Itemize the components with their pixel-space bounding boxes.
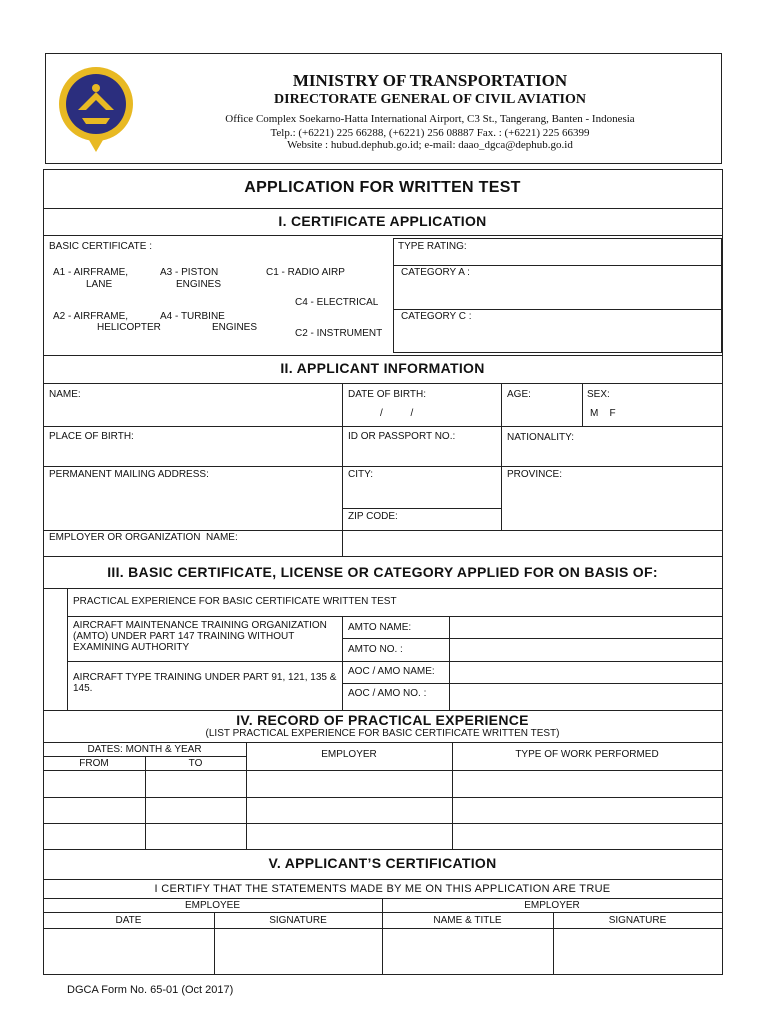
cert-a1: A1 - AIRFRAME,: [53, 267, 129, 278]
cert-c1: C1 - RADIO AIRP: [266, 267, 345, 278]
aoc-name-label: AOC / AMO NAME:: [348, 666, 435, 677]
cert-a3: A3 - PISTON: [160, 267, 219, 278]
province-label: PROVINCE:: [507, 469, 563, 480]
ministry-logo: [56, 58, 138, 154]
aoc-no-label: AOC / AMO NO. :: [348, 688, 427, 699]
employee-header: EMPLOYEE: [184, 900, 241, 911]
ministry-name: MINISTRY OF TRANSPORTATION: [292, 71, 568, 90]
section-3-title: III. BASIC CERTIFICATE, LICENSE OR CATEGORY APPLIED FOR ON BASIS OF:: [107, 564, 658, 580]
dates-header: DATES: MONTH & YEAR: [87, 744, 202, 755]
cert-a2: A2 - AIRFRAME,: [53, 311, 129, 322]
cert-a1-line2: LANE: [86, 279, 113, 290]
section-1-title: I. CERTIFICATE APPLICATION: [278, 213, 487, 229]
id-passport-label: ID OR PASSPORT NO.:: [348, 431, 456, 442]
name-label: NAME:: [49, 389, 81, 400]
certification-statement: I CERTIFY THAT THE STATEMENTS MADE BY ME ON THIS APPLICATION ARE TRUE: [154, 883, 611, 895]
date-header: DATE: [115, 915, 142, 926]
section-5-title: V. APPLICANT’S CERTIFICATION: [268, 855, 497, 871]
office-address: Office Complex Soekarno-Hatta International Airport, C3 St., Tangerang, Banten - Indonesia: [225, 113, 635, 125]
to-header: TO: [188, 758, 203, 769]
place-of-birth-label: PLACE OF BIRTH:: [49, 431, 134, 442]
contact-phone: Telp.: (+6221) 225 66288, (+6221) 256 08887 Fax. : (+6221) 225 66399: [270, 127, 590, 139]
zip-label: ZIP CODE:: [348, 511, 398, 522]
employer-signature-header: SIGNATURE: [608, 915, 667, 926]
sex-label: SEX:: [587, 389, 610, 400]
category-c-label: CATEGORY C :: [401, 311, 472, 322]
type-rating-box: [393, 238, 722, 353]
age-label: AGE:: [507, 389, 531, 400]
form-number: DGCA Form No. 65-01 (Oct 2017): [67, 984, 234, 996]
cert-a4: A4 - TURBINE: [160, 311, 225, 322]
amto-name-label: AMTO NAME:: [348, 622, 412, 633]
name-title-header: NAME & TITLE: [433, 915, 502, 926]
from-header: FROM: [79, 758, 109, 769]
employee-signature-header: SIGNATURE: [269, 915, 327, 926]
cert-c4: C4 - ELECTRICAL: [295, 297, 379, 308]
directorate-name: DIRECTORATE GENERAL OF CIVIL AVIATION: [274, 92, 586, 107]
practical-experience-option: PRACTICAL EXPERIENCE FOR BASIC CERTIFICATE WRITTEN TEST: [73, 596, 397, 607]
type-of-work-header: TYPE OF WORK PERFORMED: [515, 749, 659, 760]
cert-c2: C2 - INSTRUMENT: [295, 328, 383, 339]
city-label: CITY:: [348, 469, 374, 480]
cert-a3-line2: ENGINES: [176, 279, 222, 290]
form-title: APPLICATION FOR WRITTEN TEST: [244, 179, 521, 196]
contact-website: Website : hubud.dephub.go.id; e-mail: daao_dgca@dephub.go.id: [287, 139, 573, 151]
nationality-label: NATIONALITY:: [507, 432, 575, 443]
category-a-label: CATEGORY A :: [401, 267, 470, 278]
sex-options: M F: [590, 408, 616, 419]
employer-cert-header: EMPLOYER: [524, 900, 580, 911]
section-4-title: IV. RECORD OF PRACTICAL EXPERIENCE: [236, 712, 529, 728]
employer-org-label: EMPLOYER OR ORGANIZATION NAME:: [49, 532, 238, 543]
cert-a4-line2: ENGINES: [212, 322, 258, 333]
dob-separators: / /: [380, 408, 414, 419]
basic-certificate-label: BASIC CERTIFICATE :: [49, 241, 152, 252]
employer-header: EMPLOYER: [321, 749, 377, 760]
aircraft-type-option: AIRCRAFT TYPE TRAINING UNDER PART 91, 121, 135 & 145.: [73, 672, 337, 694]
amto-option: AIRCRAFT MAINTENANCE TRAINING ORGANIZATION (AMTO) UNDER PART 147 TRAINING WITHOUT EXAMINING AUTHORITY: [73, 620, 327, 653]
amto-no-label: AMTO NO. :: [348, 644, 403, 655]
type-rating-label: TYPE RATING:: [398, 241, 467, 252]
cert-a2-line2: HELICOPTER: [97, 322, 161, 333]
section-2-title: II. APPLICANT INFORMATION: [280, 360, 485, 376]
dob-label: DATE OF BIRTH:: [348, 389, 426, 400]
section-4-subtitle: (LIST PRACTICAL EXPERIENCE FOR BASIC CERTIFICATE WRITTEN TEST): [205, 728, 560, 739]
address-label: PERMANENT MAILING ADDRESS:: [49, 469, 209, 480]
